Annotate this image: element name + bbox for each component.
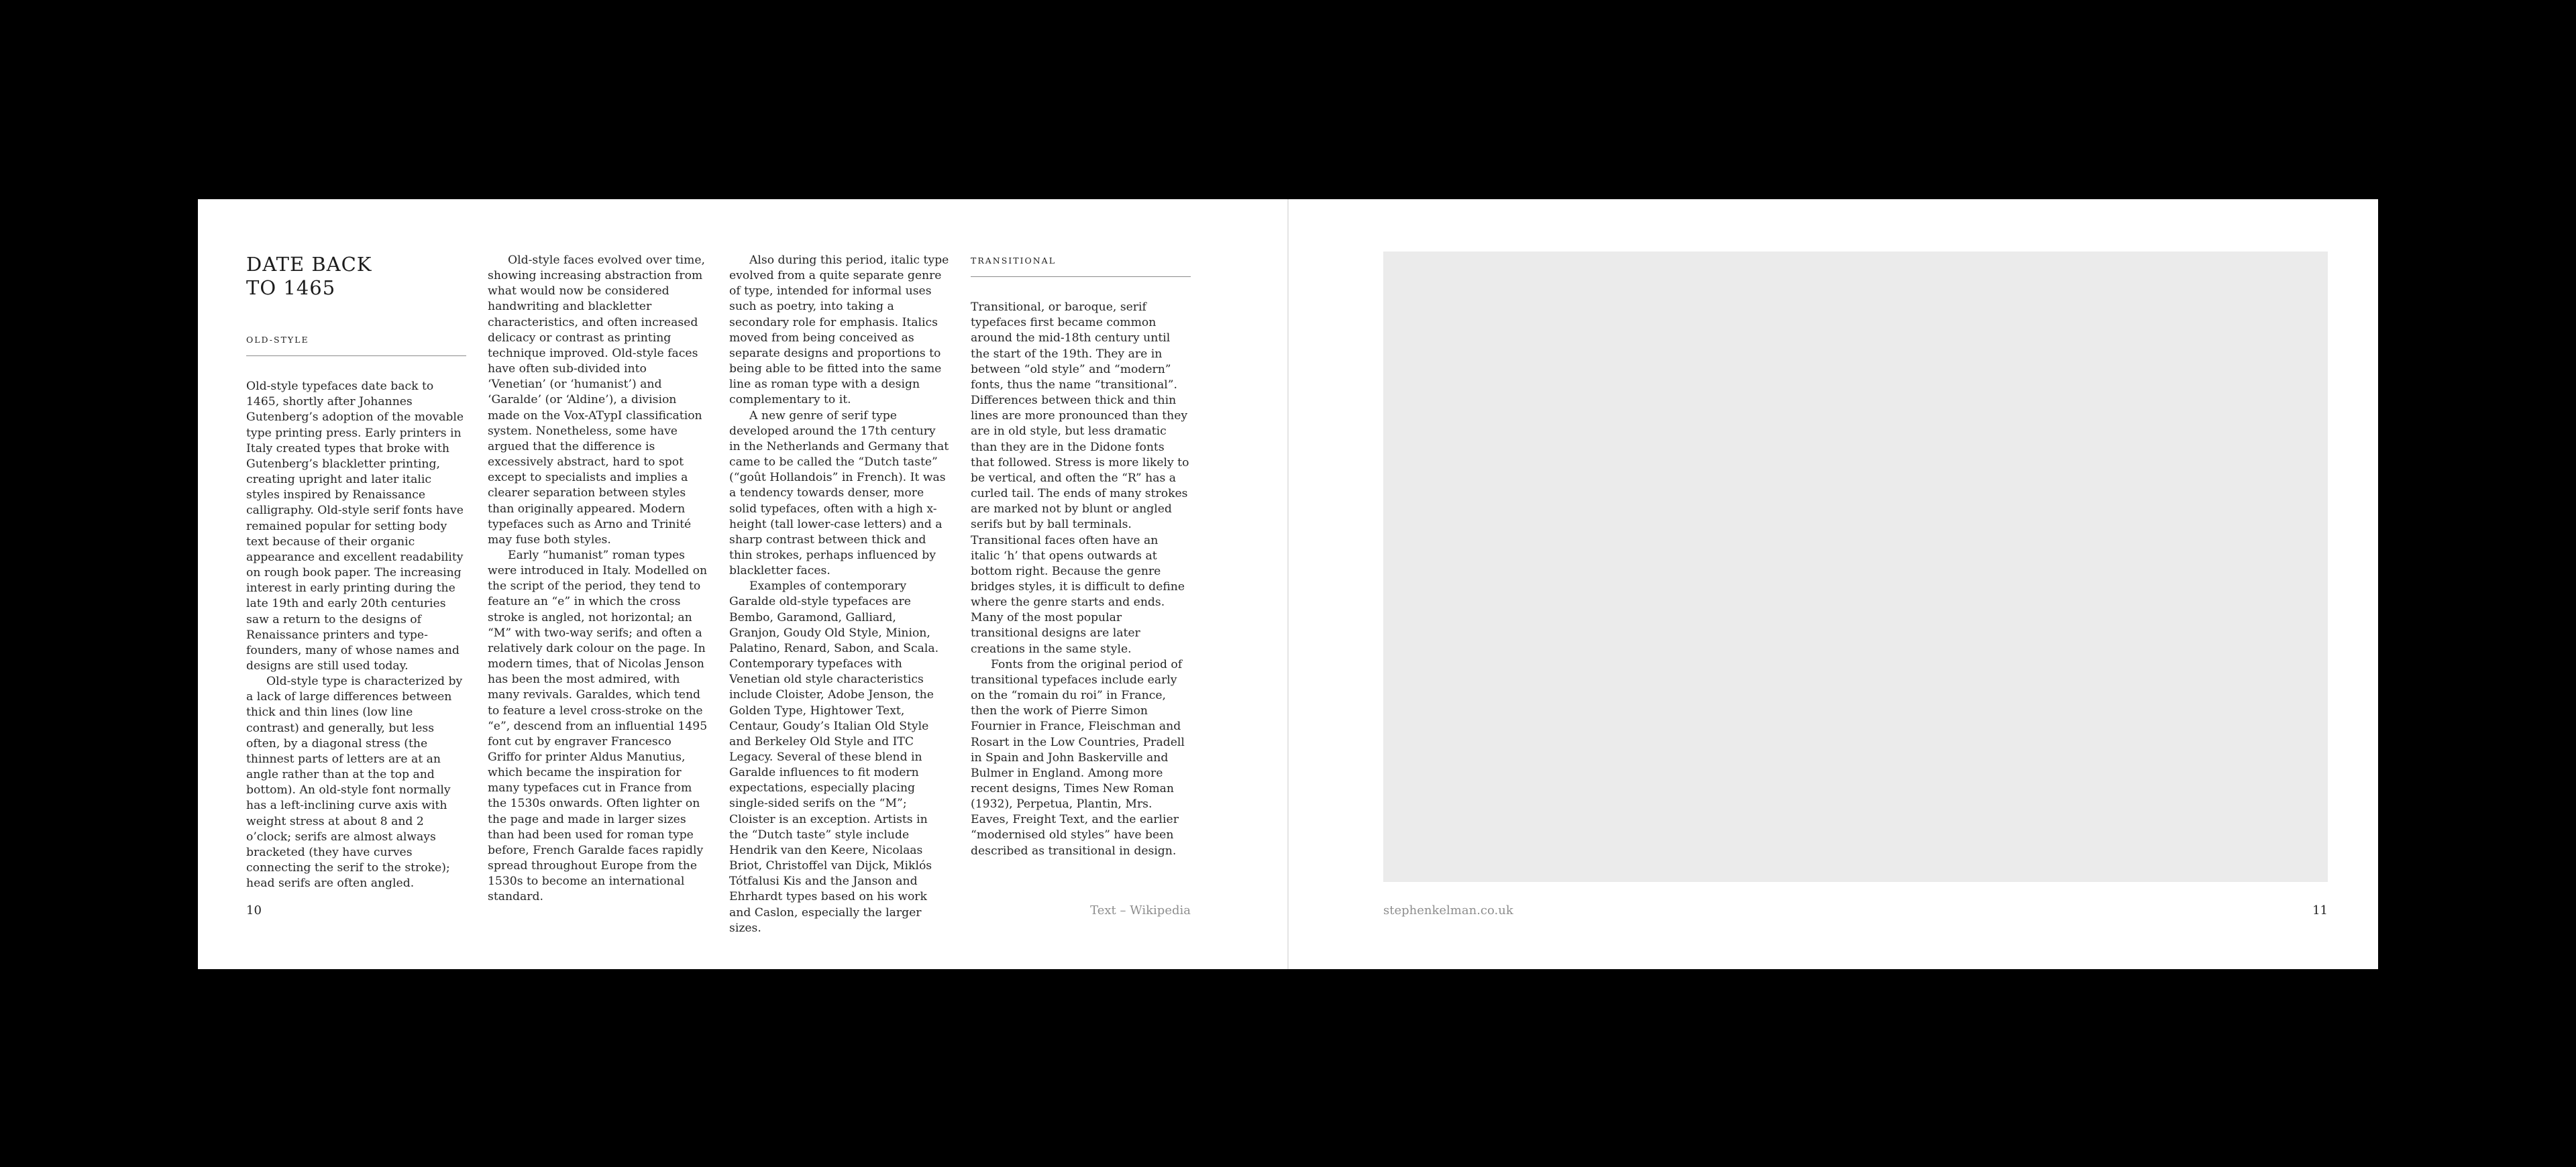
body-paragraph: Also during this period, italic type evolved from a quite separate genre of type, intended for informal uses such as poetry, into taking a secondary role for emphasis. Italics moved from being conceived as separate designs and proportions to being able to be fitted into the same line as roman type with a design complementary to it. [729,254,949,407]
section-rule [971,276,1191,277]
body-paragraph: Old-style type is characterized by a lack of large differences between thick and thin lines (low line contrast) and generally, but less often, by a diagonal stress (the thinnest parts of letters are at an angle rather than at the top and bottom). An old-style font normally has a left-inclining curve axis with weight stress at about 8 and 2 o’clock; serifs are almost always bracketed (they have curves connecting the serif to the stroke); head serifs are often angled. [246,675,463,891]
column-1 [246,253,466,891]
body-paragraph: Old-style typefaces date back to 1465, shortly after Johannes Gutenberg’s adoption of the movable type printing press. Early printers in Italy created types that broke with Gutenberg’s blackletter printing, creating upright and later italic styles inspired by Renaissance calligraphy. Old-style serif fonts have remained popular for setting body text because of their organic appearance and excellent readability on rough book paper. The increasing interest in early printing during the late 19th and early 20th centuries saw a return to the designs of Renaissance printers and type-founders, many of whose names and designs are still used today. [246,380,464,673]
book-spread [198,199,2378,969]
body-paragraph: Early “humanist” roman types were introduced in Italy. Modelled on the script of the period, they tend to feature an “e” in which the cross stroke is angled, not horizontal; an “M” with two-way serifs; and often a relatively dark colour on the page. In modern times, that of Nicolas Jenson has been the most admired, with many revivals. Garaldes, which tend to feature a level cross-stroke on the “e”, descend from an influential 1495 font cut by engraver Francesco Griffo for printer Aldus Manutius, which became the inspiration for many typefaces cut in France from the 1530s onwards. Often lighter on the page and made in larger sizes than had been used for roman type before, French Garalde faces rapidly spread throughout Europe from the 1530s to become an international standard. [488,548,708,904]
page-number-left: 10 [246,903,262,918]
title-line-2: TO 1465 [246,276,336,299]
page-title [246,253,466,300]
column-2 [488,253,708,905]
section-heading-old-style: OLD-STYLE [246,335,309,345]
title-line-1: DATE BACK [246,253,372,276]
section-rule [246,355,466,356]
page-number-right: 11 [2312,903,2328,918]
left-page [198,199,1288,969]
body-paragraph: A new genre of serif type developed around the 17th century in the Netherlands and Germany that came to be called the “Dutch taste” (“goût Hollandois” in French). It was a tendency towards denser, more solid typefaces, often with a high x-height (tall lower-case letters) and a sharp contrast between thick and thin strokes, perhaps influenced by blackletter faces. [729,408,949,578]
image-placeholder [1383,252,2328,882]
right-page [1288,199,2378,969]
running-footer-right: stephenkelman.co.uk [1383,903,1513,918]
body-paragraph: Old-style faces evolved over time, showing increasing abstraction from what would now be considered handwriting and blackletter characteristics, and often increased delicacy or contrast as printing technique improved. Old-style faces have often sub-divided into ‘Venetian’ (or ‘humanist’) and ‘Garalde’ (or ‘Aldine’), a division made on the Vox-ATypI classification system. Nonetheless, some have argued that the difference is excessively abstract, hard to spot except to specialists and implies a clearer separation between styles than originally appeared. Modern typefaces such as Arno and Trinité may fuse both styles. [488,254,705,547]
body-paragraph: Fonts from the original period of transitional typefaces include early on the “romain du roi” in France, then the work of Pierre Simon Fournier in France, Fleischman and Rosart in the Low Countries, Pradell in Spain and John Baskerville and Bulmer in England. Among more recent designs, Times New Roman (1932), Perpetua, Plantin, Mrs. Eaves, Freight Text, and the earlier “modernised old styles” have been described as transitional in design. [971,657,1185,858]
body-paragraph: Transitional, or baroque, serif typefaces first became common around the mid-18th century until the start of the 19th. They are in between “old style” and “modern” fonts, thus the name “transitional”. Differences between thick and thin lines are more pronounced than they are in old style, but less dramatic than they are in the Didone fonts that followed. Stress is more likely to be vertical, and often the “R” has a curled tail. The ends of many strokes are marked not by blunt or angled serifs but by ball terminals. Transitional faces often have an italic ‘h’ that opens outwards at bottom right. Because the genre bridges styles, it is difficult to define where the genre starts and ends. Many of the most popular transitional designs are later creations in the same style. [971,300,1189,656]
column-4 [971,253,1191,859]
section-heading-transitional: TRANSITIONAL [971,256,1057,266]
body-paragraph: Examples of contemporary Garalde old-style typefaces are Bembo, Garamond, Galliard, Granjon, Goudy Old Style, Minion, Palatino, Renard, Sabon, and Scala. Contemporary typefaces with Venetian old style characteristics include Cloister, Adobe Jenson, the Golden Type, Hightower Text, Centaur, Goudy’s Italian Old Style and Berkeley Old Style and ITC Legacy. Several of these blend in Garalde influences to fit modern expectations, especially placing single-sided serifs on the “M”; Cloister is an exception. Artists in the “Dutch taste” style include Hendrik van den Keere, Nicolaas Briot, Christoffel van Dijck, Miklós Tótfalusi Kis and the Janson and Ehrhardt types based on his work and Caslon, especially the larger sizes. [729,579,939,935]
column-3 [729,253,949,936]
running-footer-left: Text – Wikipedia [1090,903,1191,918]
